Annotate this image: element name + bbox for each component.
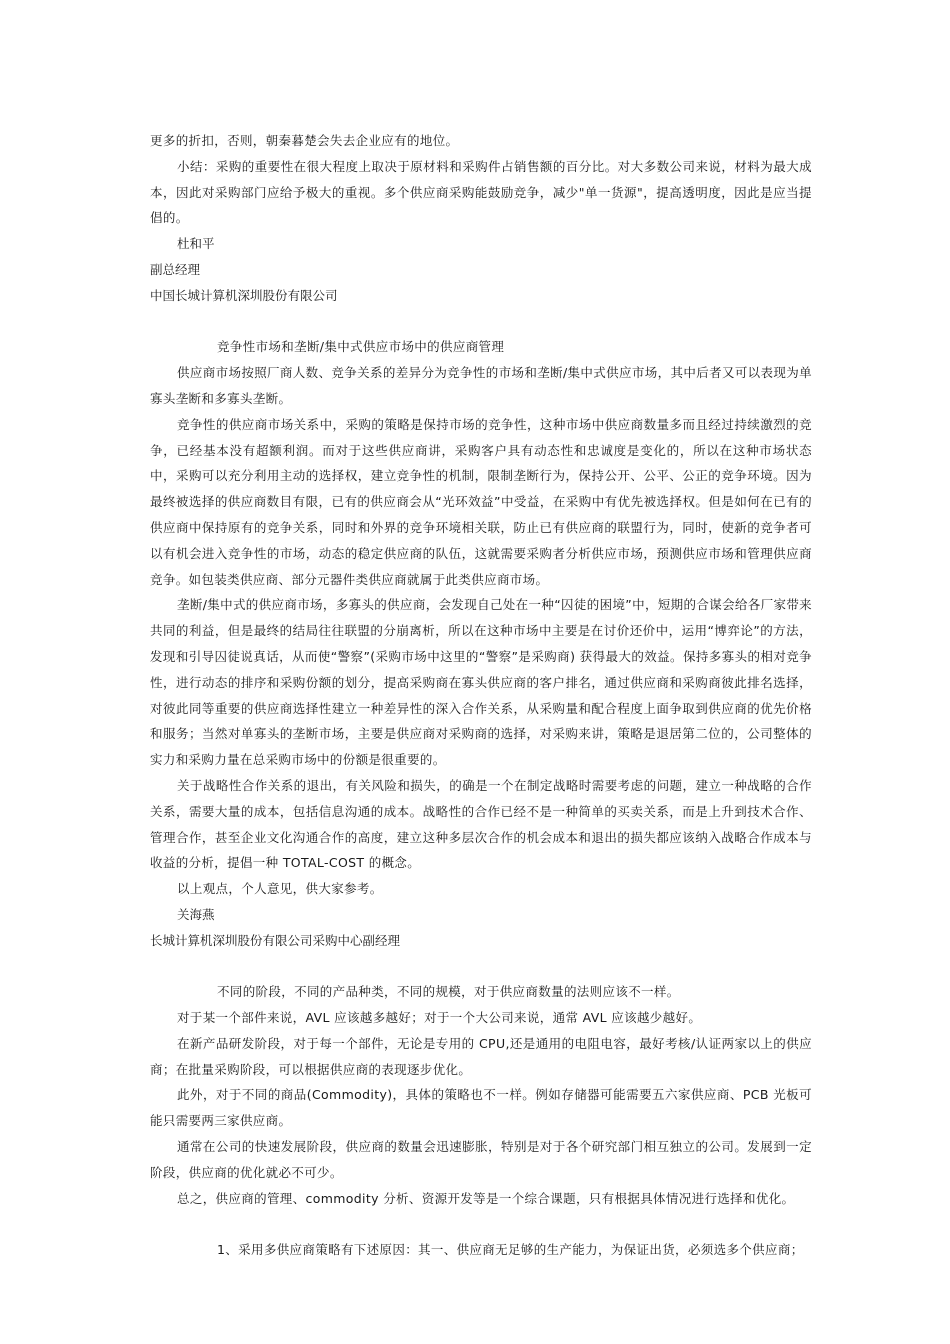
paragraph-10: 在新产品研发阶段，对于每一个部件，无论是专用的 CPU,还是通用的电阻电容，最好考核/认证两家以上的供应商；在批量采购阶段，可以根据供应商的表现逐步优化。 [150,1035,812,1077]
paragraph-9: 对于某一个部件来说，AVL 应该越多越好；对于一个大公司来说，通常 AVL 应该越少越好。 [177,1010,702,1026]
spacer [150,954,812,980]
paragraph-6: 关于战略性合作关系的退出，有关风险和损失，的确是一个在制定战略时需要考虑的问题，建立一种战略的合作关系，需要大量的成本，包括信息沟通的成本。战略性的合作已经不是一种简单的买卖关系，而是上升到技术合作、管理合作，甚至企业文化沟通合作的高度，建立这种多层次合作的机会成本和退出的损失都应该纳入战略合作成本与收益的分析，提倡一种 TOTAL-COST 的概念。 [150,777,812,871]
paragraph-3: 供应商市场按照厂商人数、竞争关系的差异分为竞争性的市场和垄断/集中式供应市场，其中后者又可以表现为单寡头垄断和多寡头垄断。 [150,365,812,406]
paragraph-14: 1、采用多供应商策略有下述原因：其一、供应商无足够的生产能力，为保证出货，必须选多个供应商； [217,1242,804,1258]
author-title-2: 长城计算机深圳股份有限公司采购中心副经理 [150,932,401,948]
paragraph-1: 更多的折扣，否则，朝秦暮楚会失去企业应有的地位。 [150,133,459,148]
paragraph-5: 垄断/集中式的供应商市场，多寡头的供应商，会发现自己处在一种“囚徒的困境”中，短期的合谋会给各厂家带来共同的利益，但是最终的结局往往联盟的分崩离析，所以在这种市场中主要是在讨价还价中，运用“博弈论”的方法，发现和引导囚徒说真话，从而使“警察”(采购市场中这里的“警察”是采购商) 获得最大的效益。保持多寡头的相对竞争性，进行动态的排序和采购份额的划分，提高采购商在寡头供应商的客户排名，通过供应商和采购商彼此排名选择，对彼此同等重要的供应商选择性建立一种差异性的深入合作关系，从采购量和配合程度上面争取到供应商的优先价格和服务；当然对单寡头的垄断市场，主要是供应商对采购商的选择，对采购来讲，策略是退居第二位的，公司整体的实力和采购力量在总采购市场中的份额是很重要的。 [150,597,813,768]
paragraph-4: 竞争性的供应商市场关系中，采购的策略是保持市场的竞争性，这种市场中供应商数量多而且经过持续激烈的竞争，已经基本没有超额利润。而对于这些供应商讲，采购客户具有动态性和忠诚度是变化的，所以在这种市场状态中，采购可以充分利用主动的选择权，建立竞争性的机制，限制垄断行为，保持公开、公平、公正的竞争环境。因为最终被选择的供应商数目有限，已有的供应商会从“光环效益”中受益，在采购中有优先被选择权。但是如何在已有的供应商中保持原有的竞争关系，同时和外界的竞争环境相关联，防止已有供应商的联盟行为，同时，使新的竞争者可以有机会进入竞争性的市场，动态的稳定供应商的队伍，这就需要采购者分析供应市场，预测供应市场和管理供应商竞争。如包装类供应商、部分元器件类供应商就属于此类供应商市场。 [150,416,812,587]
paragraph-7: 以上观点，个人意见，供大家参考。 [177,881,383,897]
paragraph-8: 不同的阶段，不同的产品种类，不同的规模，对于供应商数量的法则应该不一样。 [217,984,680,1000]
author-name-1: 杜和平 [177,236,215,252]
document-body [150,128,812,1263]
paragraph-12: 通常在公司的快速发展阶段，供应商的数量会迅速膨胀，特别是对于各个研究部门相互独立的公司。发展到一定阶段，供应商的优化就必不可少。 [150,1139,812,1180]
spacer [150,309,812,335]
paragraph-summary: 小结：采购的重要性在很大程度上取决于原材料和采购件占销售额的百分比。对大多数公司来说，材料为最大成本，因此对采购部门应给予极大的重视。多个供应商采购能鼓励竞争，减少"单一货源"，提高透明度，因此是应当提倡的。 [150,158,812,226]
paragraph-13: 总之，供应商的管理、commodity 分析、资源开发等是一个综合课题，只有根据具体情况进行选择和优化。 [177,1190,795,1206]
section-heading: 竞争性市场和垄断/集中式供应市场中的供应商管理 [217,339,505,355]
author-company-1: 中国长城计算机深圳股份有限公司 [150,287,338,303]
author-name-2: 关海燕 [177,906,215,922]
paragraph-11: 此外，对于不同的商品(Commodity)，具体的策略也不一样。例如存储器可能需要五六家供应商、PCB 光板可能只需要两三家供应商。 [150,1087,812,1129]
spacer [150,1211,812,1237]
author-title-1: 副总经理 [150,261,201,277]
